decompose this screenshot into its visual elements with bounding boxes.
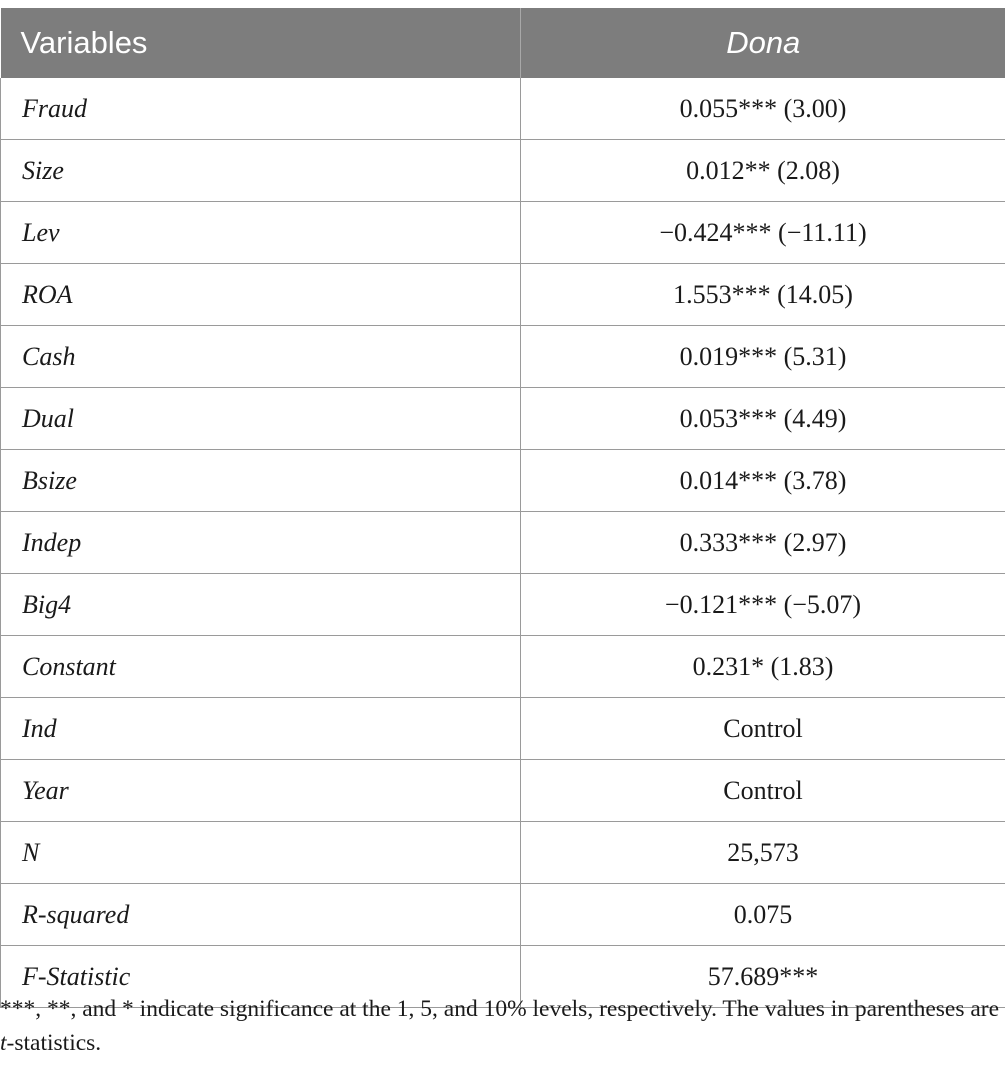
- row-value: 25,573: [521, 822, 1005, 884]
- table-row: [1, 698, 1005, 760]
- table-row: [1, 760, 1005, 822]
- row-value: −0.121*** (−5.07): [521, 574, 1005, 636]
- row-variable: Lev: [1, 202, 521, 264]
- row-variable: Cash: [1, 326, 521, 388]
- row-value: Control: [521, 698, 1005, 760]
- row-value: 0.075: [521, 884, 1005, 946]
- table-row: [1, 512, 1005, 574]
- table-row: [1, 78, 1005, 140]
- row-value: 0.053*** (4.49): [521, 388, 1005, 450]
- row-variable: Size: [1, 140, 521, 202]
- regression-table: [0, 8, 1005, 1008]
- row-variable: ROA: [1, 264, 521, 326]
- row-value: 0.012** (2.08): [521, 140, 1005, 202]
- row-variable: F-Statistic: [1, 946, 521, 1008]
- row-variable: Indep: [1, 512, 521, 574]
- row-value: 0.019*** (5.31): [521, 326, 1005, 388]
- row-value: −0.424*** (−11.11): [521, 202, 1005, 264]
- table-row: [1, 822, 1005, 884]
- row-variable: N: [1, 822, 521, 884]
- row-value: 0.333*** (2.97): [521, 512, 1005, 574]
- header-dona: Dona: [521, 8, 1005, 78]
- row-variable: Year: [1, 760, 521, 822]
- row-variable: Big4: [1, 574, 521, 636]
- row-value: 0.231* (1.83): [521, 636, 1005, 698]
- row-value: 57.689***: [521, 946, 1005, 1008]
- footnote-italic-t: t: [0, 1030, 7, 1056]
- footnote-text-before: ***, **, and * indicate significance at the 1, 5, and 10% levels, respectively. The values in parentheses are: [0, 996, 1000, 1022]
- row-variable: Bsize: [1, 450, 521, 512]
- row-value: 0.014*** (3.78): [521, 450, 1005, 512]
- table-row: [1, 326, 1005, 388]
- row-variable: Constant: [1, 636, 521, 698]
- row-variable: Fraud: [1, 78, 521, 140]
- table-row: [1, 636, 1005, 698]
- table-row: [1, 884, 1005, 946]
- table-row: [1, 574, 1005, 636]
- table-row: [1, 450, 1005, 512]
- table-row: [1, 202, 1005, 264]
- table-row: [1, 264, 1005, 326]
- row-value: Control: [521, 760, 1005, 822]
- footnote-text-after: -statistics.: [6, 1030, 102, 1056]
- regression-table-container: [0, 8, 1005, 1008]
- table-header-row: [1, 8, 1005, 78]
- row-variable: R-squared: [1, 884, 521, 946]
- header-variables: Variables: [1, 8, 521, 78]
- row-variable: Dual: [1, 388, 521, 450]
- row-value: 0.055*** (3.00): [521, 78, 1005, 140]
- row-variable: Ind: [1, 698, 521, 760]
- row-value: 1.553*** (14.05): [521, 264, 1005, 326]
- table-row: [1, 388, 1005, 450]
- table-row: [1, 140, 1005, 202]
- table-footnote: [0, 992, 1000, 1060]
